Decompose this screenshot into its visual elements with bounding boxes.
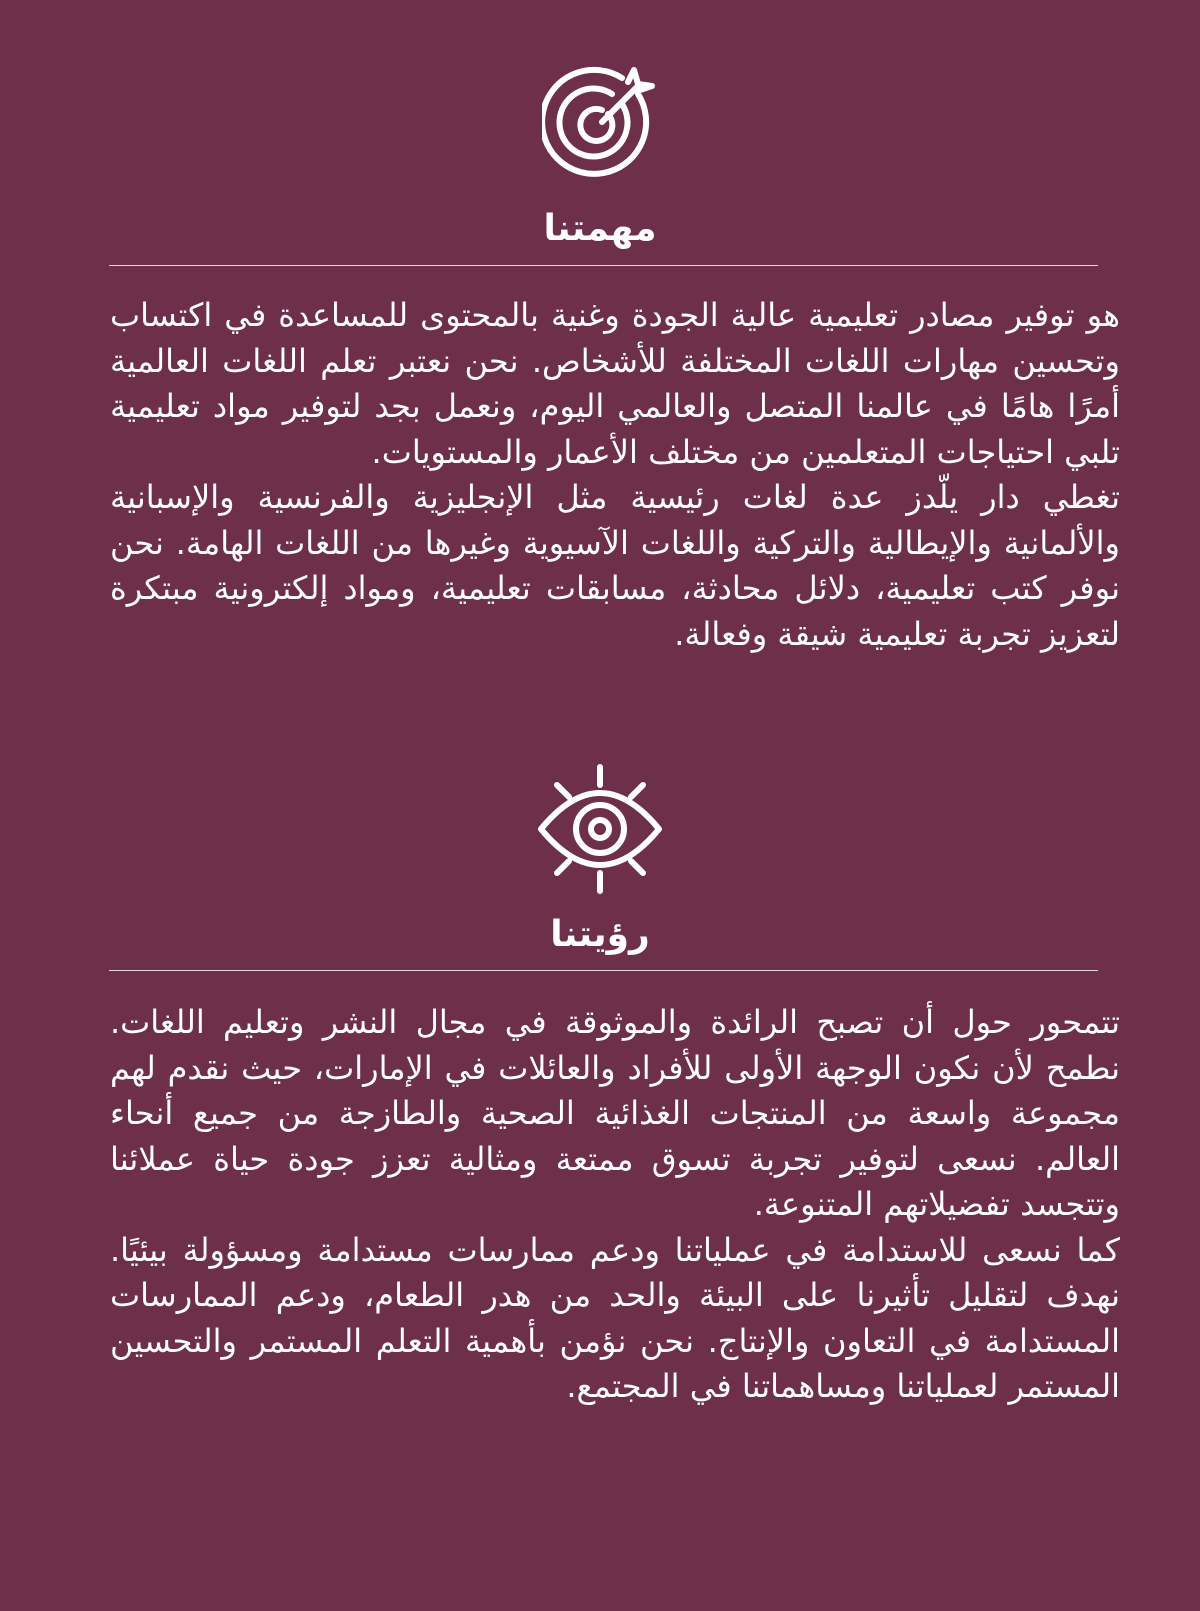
vision-paragraph-2: كما نسعى للاستدامة في عملياتنا ودعم ممارسات مستدامة ومسؤولة بيئيًا. نهدف لتقليل تأثيرنا على البيئة والحد من هدر الطعام، ودعم الممارسات المستدامة في التعاون والإنتاج. نحن نؤمن بأهمية التعلم المستمر والتحسين المستمر لعملياتنا ومساهماتنا في المجتمع. xyxy=(110,1230,1120,1405)
mission-paragraph-2: تغطي دار يلّدز عدة لغات رئيسية مثل الإنجليزية والفرنسية والإسبانية والألمانية والإيطالية والتركية واللغات الآسيوية وغيرها من اللغات الهامة. نحن نوفر كتب تعليمية، دلائل محادثة، مسابقات تعليمية، ومواد إلكترونية مبتكرة لتعزيز تجربة تعليمية شيقة وفعالة. xyxy=(110,478,1120,653)
mission-title: مهمتنا xyxy=(543,208,657,249)
mission-body xyxy=(110,293,1120,657)
mission-section xyxy=(0,0,1200,760)
vision-paragraph-1: تتمحور حول أن تصبح الرائدة والموثوقة في مجال النشر وتعليم اللغات. نطمح لأن نكون الوجهة الأولى للأفراد والعائلات في الإمارات، حيث نقدم لهم مجموعة واسعة من المنتجات الغذائية الصحية والطازجة من جميع أنحاء العالم. نسعى لتوفير تجربة تسوق ممتعة ومثالية تعزز جودة حياة عملائنا وتتجسد تفضيلاتهم المتنوعة. xyxy=(110,1003,1120,1223)
eye-icon xyxy=(535,763,665,895)
vision-section xyxy=(0,760,1200,1611)
vision-body xyxy=(110,1000,1120,1410)
vision-title: رؤيتنا xyxy=(550,914,650,955)
vision-divider xyxy=(109,970,1098,971)
mission-paragraph-1: هو توفير مصادر تعليمية عالية الجودة وغنية بالمحتوى للمساعدة في اكتساب وتحسين مهارات اللغات المختلفة للأشخاص. نحن نعتبر تعلم اللغات العالمية أمرًا هامًا في عالمنا المتصل والعالمي اليوم، ونعمل بجد لتوفير مواد تعليمية تلبي احتياجات المتعلمين من مختلف الأعمار والمستويات. xyxy=(110,296,1120,471)
target-arrow-icon xyxy=(542,64,658,180)
mission-divider xyxy=(109,265,1098,266)
